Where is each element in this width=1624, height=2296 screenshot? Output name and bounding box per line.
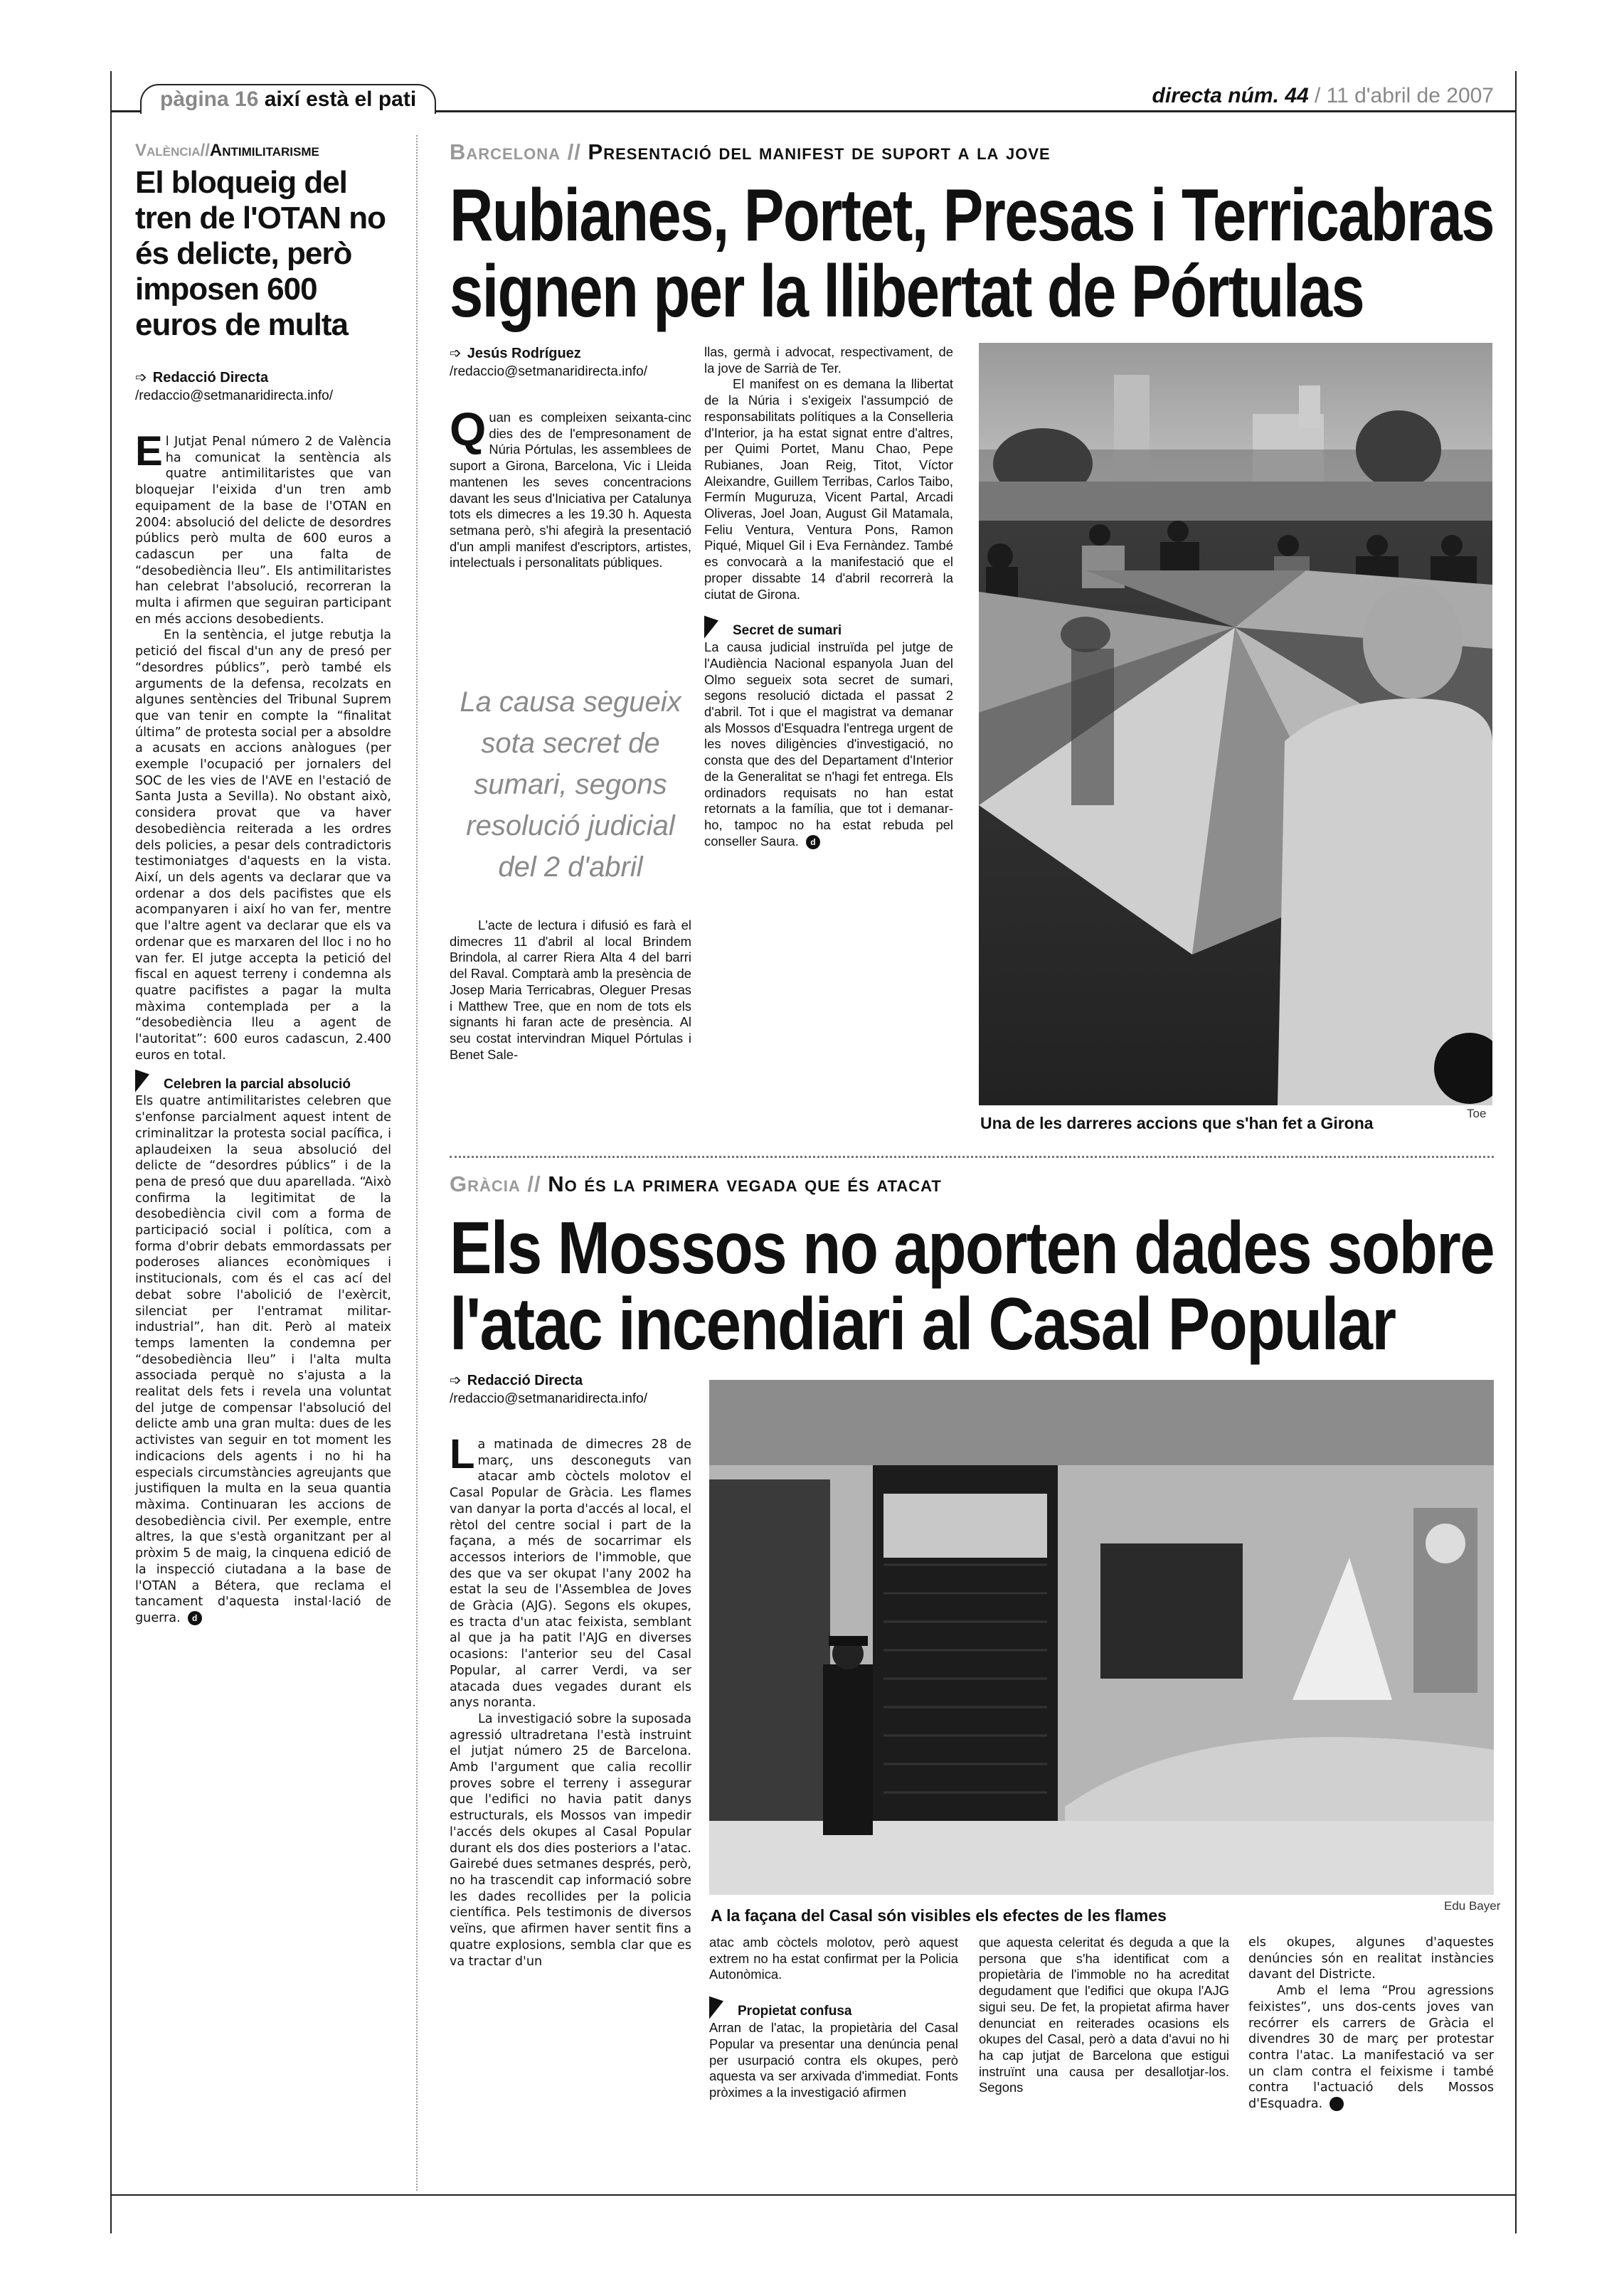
kicker-place: Barcelona [450,139,561,164]
triangle-marker-icon [704,610,718,639]
headline-line: signen per la llibertat de Pórtulas [450,250,1364,333]
photo-2-caption: A la façana del Casal són visibles els efectes de les flames [711,1906,1167,1925]
author-email: /redaccio@setmanaridirecta.info/ [450,364,648,379]
drop-cap: E [135,428,163,474]
end-mark-icon: d [806,835,820,849]
photo-2-credit: Edu Bayer [1444,1899,1501,1913]
article-2-column-4 [1248,1935,1494,2112]
page-section-tab [140,84,436,114]
article-2-column-3 [979,1935,1229,2096]
paragraph: llas, germà i advocat, respectivament, de la jove de Sarrià de Ter. [704,344,953,376]
paragraph: El Jutjat Penal número 2 de València ha comunicat la sentència als quatre antimilitaristes que van bloquejar l'eixida d'un tren amb equipament de la base de l'OTAN en 2004: absolució del delicte de desordres públics però multa de 600 euros a cadascun per una falta de “desobediència lleu”. Els antimilitaristes han celebrat l'absolució, recorreran la multa i afirmen que seguiran participant en més accions desobedients. [135,428,391,627]
headline-line: l'atac incendiari al Casal Popular [450,1283,1396,1366]
hand-pointer-icon: ➩ [450,346,462,361]
article-1-kicker [450,139,1051,165]
left-article-kicker [135,141,319,161]
photo-1-credit: Toe [1467,1107,1487,1120]
byline: ➩ Jesús Rodríguez [450,346,581,361]
paragraph: Amb el lema “Prou agressions feixistes”, uns dos-cents joves van recórrer els carrers de Gràcia el divendres 30 de març per protestar contra l'atac. La manifestació va ser un clam contra el feixisme i també contra l'actuació dels Mossos d'Esquadra. d [1248,1984,1494,2112]
paragraph: La investigació sobre la suposada agressió ultradretana l'està instruint el jutjat número 25 de Barcelona. Amb l'argument que calia recollir proves sobre el terreny i assegurar que l'edifici no havia patit danys estructurals, els Mossos van impedir l'accés dels okupes al Casal Popular durant els dos dies posteriors a l'atac. Gairebé dues setmanes després, però, no ha trascendit cap informació sobre les dades recollides per la policia científica. Pels testimonis de diversos veïns, que afirmen haver sentit fins a quatre explosions, sembla clar que es va tractar d'un [450,1711,691,1969]
paragraph: La causa judicial instruïda pel jutge de l'Audiència Nacional espanyola Juan del Olmo segueix sota secret de sumari, segons resolució dictada el passat 2 d'abril. Tot i que el magistrat va demanar als Mossos d'Esquadra l'entrega urgent de les noves diligències d'investigació, no consta que des del Departament d'Interior de la Generalitat se n'hagi fet entrega. Els ordinadors requisats no han estat retornats a la família, que tot i demanar-ho, tampoc no ha estat rebuda pel conseller Saura. d [704,639,953,849]
triangle-marker-icon [135,1063,149,1093]
hand-pointer-icon: ➩ [450,1373,462,1388]
paragraph: En la sentència, el jutge rebutja la petició del fiscal d'un any de presó per “desordres públics”, però també els arguments de la defensa, recolzats en algunes sentències del Tribunal Suprem que van tenir en compte la “finalitat última” de protesta social per a absoldre a acusats en accions anàlogues (per exemple l'ocupació per jornalers del SOC de les vies de l'AVE en l'estació de Santa Justa a Sevilla). No obstant això, considera provat que va haver desobediència reiterada a les ordres dels policies, a pesar dels contradictoris testimoniatges d'aquests en la vista. Així, un dels agents va declarar que va ordenar a dos dels pacifistes que els acompanyaren i així ho van fer, mentre que l'altre agent va declarar que els va ordenar que es marxaren del lloc i no ho van fer. El jutge accepta la petició del fiscal en aquest terreny i condemna als quatre pacifistes a pagar la multa màxima contemplada per a la “desobediència lleu a agent de l'autoritat”: 600 euros cadascun, 2.400 euros en total. [135,628,391,1063]
issue-info [1152,84,1494,108]
author: Redacció Directa [152,370,269,386]
article-2-column-2 [709,1935,958,2101]
photo-casal-image [709,1380,1494,1895]
end-mark-icon: d [188,1611,202,1625]
paragraph: els okupes, algunes d'aquestes denúncies són en realitat instàncies davant del Districte. [1248,1935,1494,1982]
paragraph: La matinada de dimecres 28 de març, uns desconeguts van atacar amb còctels molotov el Casal Popular de Gràcia. Les flames van danyar la porta d'accés al local, el rètol del centre social i part de la façana, a més de socarrimar els accessos interiors de l'immoble, que des que va ser okupat l'any 2002 ha estat la seu de l'Assemblea de Joves de Gràcia (AJG). Segons els okupes, es tracta d'un atac feixista, semblant al que ja ha patit l'AJG en diverses ocasions: l'anterior seu del Casal Popular, al carrer Verdi, va ser atacada dues vegades durant els anys noranta. [450,1431,691,1711]
photo-1-caption: Una de les darreres accions que s'han fet a Girona [980,1114,1374,1132]
drop-cap: Q [450,403,487,455]
photo-girona-protest [979,343,1492,1105]
crop-mark-right [1515,71,1517,2233]
article-1-column-1b [450,918,691,1063]
footer-rule [110,2194,1517,2196]
subhead: Secret de sumari [704,622,953,639]
left-article-body [135,368,391,1627]
kicker-place: València// [135,141,210,160]
paragraph: atac amb còctels molotov, però aquest extrem no ha estat confirmat per la Policia Autonòmica. [709,1935,958,1982]
paragraph: El manifest on es demana la llibertat de la Núria i s'exigeix l'assumpció de responsabilitats polítiques a la Conselleria d'Interior, ja ha estat signat entre d'altres, per Quimi Portet, Manu Chao, Pepe Rubianes, Joan Reig, Titot, Víctor Aleixandre, Guillem Terribas, Carlos Taibo, Fermín Muguruza, Vicent Partal, Arcadi Oliveras, Joel Joan, August Gil Matamala, Feliu Ventura, Ventura Pons, Ramon Piqué, Miquel Gil i Eva Fernàndez. També es convocarà a la manifestació que el proper dissabte 14 d'abril recorrerà la ciutat de Girona. [704,376,953,602]
subhead: Celebren la parcial absolució [135,1076,391,1093]
left-article-headline: El bloqueig del tren de l'OTAN no és delicte, però imposen 600 euros de multa [135,165,386,342]
end-mark-icon: d [1330,2097,1344,2111]
pull-quote: La causa segueix sota secret de sumari, segons resolució judicial del 2 d'abril [460,686,681,883]
article-divider [450,1156,1494,1158]
article-2-column-1 [450,1371,691,1970]
author-email: /redaccio@setmanaridirecta.info/ [135,388,334,403]
article-2-kicker [450,1171,942,1197]
issue-date: / 11 d'abril de 2007 [1314,84,1494,107]
article-1-column-1 [450,344,691,728]
headline-line: Rubianes, Portet, Presas i Terricabras [450,174,1494,257]
publication-issue: directa núm. 44 [1152,84,1309,107]
article-1-column-2 [704,344,953,849]
kicker-topic: Presentació del manifest de suport a la jove [588,139,1051,164]
hand-pointer-icon: ➩ [135,370,147,386]
photo-girona-image [979,343,1492,1105]
photo-casal-popular [709,1380,1494,1895]
paragraph: Els quatre antimilitaristes celebren que s'enfonse parcialment aquest intent de criminalitzar la protesta social pacífica, i aplaudeixen la seua absolució del delicte de “desordres públics” i de la pena de presó que duu aparellada. “Això confirma la legitimitat de la desobediència civil com a forma de participació social i política, com a forma d'obrir debats emmordassats per poderoses aliances econòmiques i institucionals, com és el cas ací del debat sobre l'abolició de l'exèrcit, silenciat per l'entramat militar-industrial”, han dit. Però al mateix temps lamenten la condemna per “desobediència lleu” i l'alta multa associada perquè no s'ajusta a la realitat dels fets i revela una voluntat del jutge de compensar l'absolució del delicte amb una gran multa: dues de les activistes van seguir en tot moment les indicacions dels agents i no hi ha especials circumstàncies agreujants que justifiquen la multa en la seua quantia màxima. Continuaran les accions de desobediència civil. Per exemple, entre altres, la que s'està organitzant per al pròxim 5 de maig, la cinquena edició de la inspecció ciutadana a la base de l'OTAN a Bétera, que reclama el tancament d'aquesta instal·lació de guerra. d [135,1094,391,1625]
drop-cap: L [450,1431,475,1477]
page-number: pàgina 16 [160,87,259,111]
paragraph: Quan es compleixen seixanta-cinc dies des de l'empresonament de Núria Pórtulas, les assemblees de suport a Girona, Barcelona, Vic i Lleida mantenen les seves concentracions davant les seus d'Iniciativa per Catalunya tots els dimecres a les 19.30 h. Aquesta setmana però, s'hi afegirà la presentació d'un ampli manifest d'escriptors, artistes, intelectuals i personalitats públiques. [450,403,691,570]
kicker-separator: // [567,139,581,164]
subhead: Propietat confusa [709,2003,958,2020]
paragraph: que aquesta celeritat és deguda a que la persona que s'ha identificat com a propietària de l'immoble no ha acreditat degudament que l'edifici que okupa l'AJG sigui seu. De fet, la propietat afirma haver denunciat en reiterades ocasions els okupes del Casal, però a data d'avui no hi ha cap jutjat de Barcelona que estigui instruïnt una causa per desallotjar-los. Segons [979,1935,1229,2095]
column-separator [416,135,418,2191]
author-email: /redaccio@setmanaridirecta.info/ [450,1391,648,1406]
paragraph: L'acte de lectura i difusió es farà el dimecres 11 d'abril al local Brindem Brindola, al carrer Riera Alta 4 del barri del Raval. Comptarà amb la presència de Josep Maria Terricabras, Oleguer Presas i Matthew Tree, que en nom de tots els signants hi faran acte de presència. Al seu costat intervindran Miquel Pórtulas i Benet Sale- [450,918,691,1062]
kicker-separator: // [527,1171,541,1196]
article-2-headline [450,1207,1624,1366]
paragraph: Arran de l'atac, la propietària del Casal Popular va presentar una denúncia penal per usurpació contra els okupes, però aquesta va ser arxivada d'immediat. Fonts pròximes a la investigació afirmen [709,2020,958,2100]
triangle-marker-icon [709,1989,723,2019]
headline-line: Els Mossos no aporten dades sobre [450,1207,1494,1290]
byline [135,368,391,387]
kicker-topic: Antimilitarisme [209,141,319,160]
kicker-place: Gràcia [450,1171,521,1196]
section-name: així està el pati [264,87,417,111]
kicker-topic: No és la primera vegada que és atacat [548,1171,942,1196]
byline: ➩ Redacció Directa [450,1373,583,1388]
crop-mark-left [110,71,112,2233]
article-1-headline [450,174,1624,333]
